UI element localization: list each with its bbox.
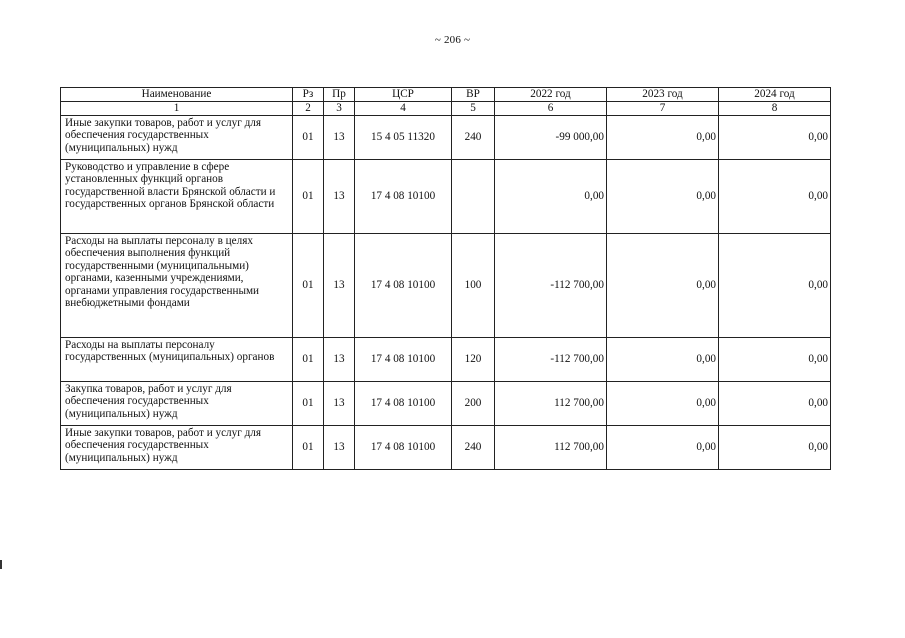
- row-name: Закупка товаров, работ и услуг для обеспечения государственных (муниципальных) нужд: [61, 382, 293, 426]
- table-row: [61, 234, 831, 338]
- row-rz: 01: [293, 116, 324, 160]
- row-rz: 01: [293, 234, 324, 338]
- row-amount-2024: 0,00: [719, 160, 831, 234]
- column-number: 6: [495, 102, 607, 116]
- row-vr: 240: [452, 116, 495, 160]
- row-pr: 13: [324, 426, 355, 470]
- header-2024: 2024 год: [719, 88, 831, 102]
- row-rz: 01: [293, 382, 324, 426]
- row-csr: 17 4 08 10100: [355, 338, 452, 382]
- column-number: 7: [607, 102, 719, 116]
- row-vr: [452, 160, 495, 234]
- row-amount-2023: 0,00: [607, 426, 719, 470]
- header-row: [61, 88, 831, 102]
- row-csr: 17 4 08 10100: [355, 160, 452, 234]
- row-pr: 13: [324, 382, 355, 426]
- column-number: 3: [324, 102, 355, 116]
- row-vr: 200: [452, 382, 495, 426]
- header-2023: 2023 год: [607, 88, 719, 102]
- header-2022: 2022 год: [495, 88, 607, 102]
- header-vr: ВР: [452, 88, 495, 102]
- row-amount-2024: 0,00: [719, 382, 831, 426]
- column-number: 5: [452, 102, 495, 116]
- row-pr: 13: [324, 116, 355, 160]
- row-pr: 13: [324, 338, 355, 382]
- row-vr: 120: [452, 338, 495, 382]
- row-amount-2023: 0,00: [607, 382, 719, 426]
- row-amount-2022: 112 700,00: [495, 382, 607, 426]
- row-name: Руководство и управление в сфере установленных функций органов государственной власти Брянской области и государственных органов Брянской области: [61, 160, 293, 234]
- row-amount-2023: 0,00: [607, 160, 719, 234]
- row-name: Иные закупки товаров, работ и услуг для обеспечения государственных (муниципальных) нужд: [61, 116, 293, 160]
- row-rz: 01: [293, 160, 324, 234]
- row-amount-2024: 0,00: [719, 426, 831, 470]
- row-amount-2023: 0,00: [607, 234, 719, 338]
- row-csr: 17 4 08 10100: [355, 234, 452, 338]
- row-rz: 01: [293, 338, 324, 382]
- column-number: 1: [61, 102, 293, 116]
- row-name: Иные закупки товаров, работ и услуг для обеспечения государственных (муниципальных) нужд: [61, 426, 293, 470]
- row-amount-2023: 0,00: [607, 116, 719, 160]
- header-name: Наименование: [61, 88, 293, 102]
- table-row: [61, 382, 831, 426]
- row-name: Расходы на выплаты персоналу государственных (муниципальных) органов: [61, 338, 293, 382]
- row-amount-2022: 112 700,00: [495, 426, 607, 470]
- column-number: 2: [293, 102, 324, 116]
- column-number-row: [61, 102, 831, 116]
- table-row: [61, 160, 831, 234]
- row-amount-2022: 0,00: [495, 160, 607, 234]
- row-amount-2022: -99 000,00: [495, 116, 607, 160]
- row-amount-2023: 0,00: [607, 338, 719, 382]
- budget-table: [60, 87, 831, 470]
- row-csr: 17 4 08 10100: [355, 426, 452, 470]
- table-header: [61, 88, 831, 116]
- row-amount-2024: 0,00: [719, 338, 831, 382]
- row-amount-2022: -112 700,00: [495, 338, 607, 382]
- row-csr: 17 4 08 10100: [355, 382, 452, 426]
- table-row: [61, 116, 831, 160]
- header-rz: Рз: [293, 88, 324, 102]
- table-row: [61, 338, 831, 382]
- header-csr: ЦСР: [355, 88, 452, 102]
- table-body: [61, 116, 831, 470]
- column-number: 8: [719, 102, 831, 116]
- row-csr: 15 4 05 11320: [355, 116, 452, 160]
- row-vr: 240: [452, 426, 495, 470]
- scan-edge-mark: [0, 560, 2, 569]
- column-number: 4: [355, 102, 452, 116]
- row-pr: 13: [324, 234, 355, 338]
- row-pr: 13: [324, 160, 355, 234]
- row-name: Расходы на выплаты персоналу в целях обеспечения выполнения функций государственными (муниципальными) органами, казенными учреждениями, органами управления государственными внебюджетными фондами: [61, 234, 293, 338]
- page-number: ~ 206 ~: [434, 34, 471, 46]
- row-amount-2022: -112 700,00: [495, 234, 607, 338]
- row-rz: 01: [293, 426, 324, 470]
- header-pr: Пр: [324, 88, 355, 102]
- table-row: [61, 426, 831, 470]
- row-amount-2024: 0,00: [719, 234, 831, 338]
- row-amount-2024: 0,00: [719, 116, 831, 160]
- row-vr: 100: [452, 234, 495, 338]
